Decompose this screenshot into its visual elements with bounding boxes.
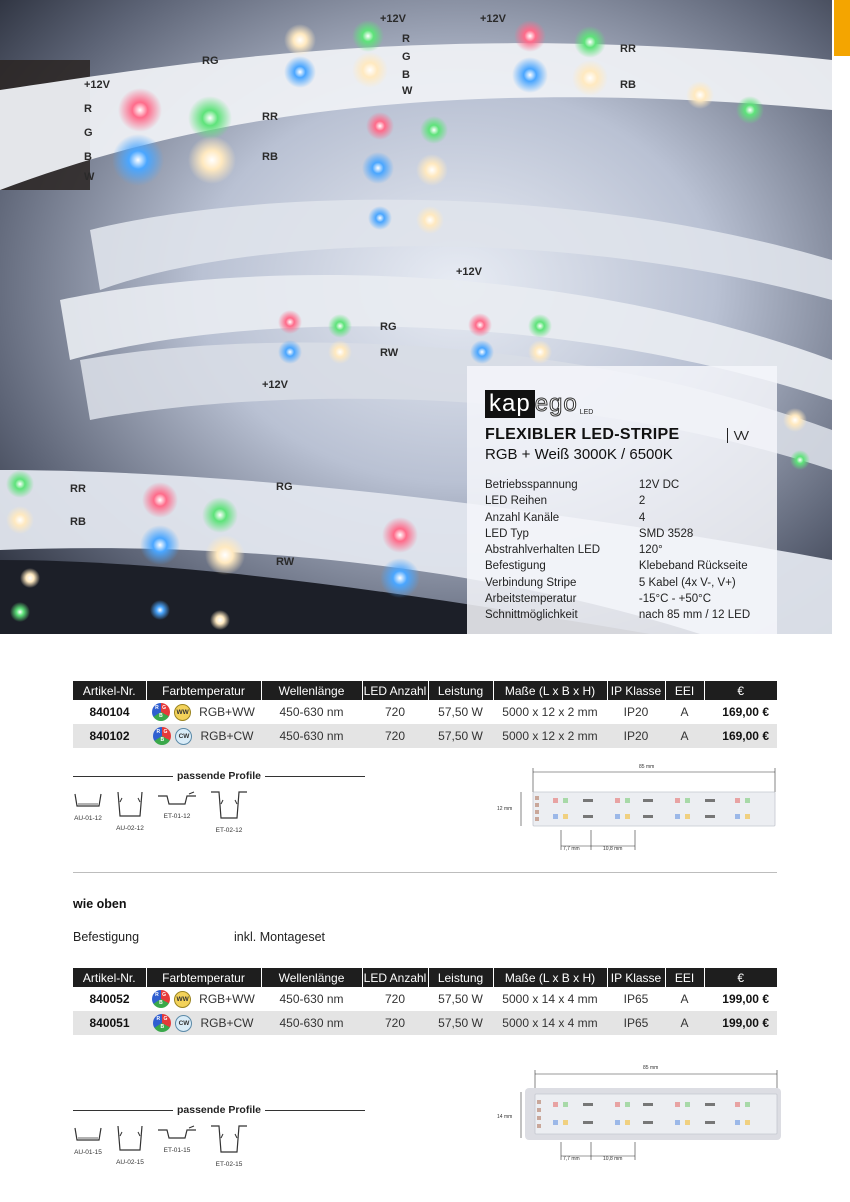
profile-label: AU-02-12	[116, 825, 144, 832]
diagram-length: 85 mm	[639, 764, 655, 770]
cool-white-icon: CW	[175, 1015, 192, 1032]
column-header: IP Klasse	[607, 681, 665, 700]
price: 169,00 €	[704, 700, 777, 724]
svg-text:G: G	[402, 51, 411, 63]
profile-item	[115, 790, 145, 834]
profiles-section-1	[73, 770, 365, 834]
section-divider	[73, 872, 777, 873]
spec-value: 120°	[638, 544, 663, 557]
brand-logo	[485, 384, 761, 418]
svg-text:RR: RR	[262, 111, 278, 123]
svg-text:RB: RB	[262, 151, 278, 163]
table-row	[73, 1011, 777, 1035]
color-temperature	[146, 724, 261, 748]
svg-text:+12V: +12V	[262, 379, 288, 391]
spec-panel	[467, 366, 777, 634]
spec-value: 5 Kabel (4x V-, V+)	[638, 576, 736, 589]
svg-text:RR: RR	[620, 43, 636, 55]
diagram-width: 12 mm	[497, 806, 513, 812]
product-table-2	[73, 968, 777, 1035]
column-header: Farbtemperatur	[146, 968, 261, 987]
color-label: RGB+CW	[200, 1016, 254, 1030]
led-count: 720	[362, 1011, 428, 1035]
rgb-icon: R G B	[153, 727, 171, 745]
color-temperature	[146, 987, 261, 1011]
et-01-profile-icon	[157, 790, 197, 811]
ip-class: IP65	[607, 1011, 665, 1035]
et-02-profile-icon	[209, 790, 249, 825]
article-number: 840102	[73, 724, 146, 748]
table-row	[73, 700, 777, 724]
cool-white-icon: CW	[175, 728, 192, 745]
svg-text:RB: RB	[70, 516, 86, 528]
corner-tab	[834, 0, 850, 56]
profiles-title: passende Profile	[176, 1104, 262, 1116]
spec-label: Anzahl Kanäle	[485, 511, 560, 524]
spec-label: Verbindung Stripe	[485, 576, 577, 589]
profile-list	[73, 1124, 365, 1168]
column-header: Maße (L x B x H)	[493, 681, 607, 700]
spec-row	[485, 591, 761, 607]
product-table-1	[73, 681, 777, 748]
wavelength: 450-630 nm	[261, 1011, 362, 1035]
spec-value: 4	[638, 511, 646, 524]
diagram-width: 14 mm	[497, 1114, 513, 1120]
led-count: 720	[362, 987, 428, 1011]
diagram-pitch-2: 10,8 mm	[603, 1156, 623, 1162]
warm-white-icon: WW	[174, 991, 191, 1008]
logo-led: LED	[579, 409, 594, 416]
svg-text:+12V: +12V	[456, 266, 482, 278]
column-header: LED Anzahl	[362, 968, 428, 987]
dimensions: 5000 x 12 x 2 mm	[493, 724, 607, 748]
spec-row	[485, 526, 761, 542]
profile-label: ET-02-15	[215, 1161, 243, 1168]
spec-label: LED Typ	[485, 527, 529, 540]
profiles-header	[73, 1104, 365, 1116]
rgb-icon: R G B	[152, 990, 170, 1008]
table-1-header	[73, 681, 777, 700]
strip-dimension-diagram-2	[495, 1062, 785, 1162]
profile-label: AU-01-12	[74, 815, 102, 822]
eei: A	[665, 724, 704, 748]
spec-row	[485, 542, 761, 558]
column-header: EEI	[665, 968, 704, 987]
ip-class: IP65	[607, 987, 665, 1011]
section-2-title: wie oben	[73, 897, 127, 911]
eei: A	[665, 1011, 704, 1035]
column-header: Maße (L x B x H)	[493, 968, 607, 987]
svg-text:RW: RW	[276, 556, 295, 568]
spec-row	[485, 477, 761, 493]
column-header: Leistung	[428, 968, 493, 987]
color-label: RGB+WW	[199, 992, 255, 1006]
spec-row	[485, 607, 761, 623]
svg-text:RW: RW	[380, 347, 399, 359]
profile-label: ET-01-12	[163, 813, 191, 820]
profile-list	[73, 790, 365, 834]
spec-row	[485, 558, 761, 574]
spec-value: Klebeband Rückseite	[638, 560, 748, 573]
svg-text:RG: RG	[202, 55, 219, 67]
column-header: Farbtemperatur	[146, 681, 261, 700]
table-2-header	[73, 968, 777, 987]
svg-text:R: R	[84, 103, 92, 115]
spec-value: 2	[638, 495, 646, 508]
profile-label: ET-02-12	[215, 827, 243, 834]
diagram-pitch-1: 7,7 mm	[563, 846, 580, 852]
au-02-profile-icon	[115, 790, 145, 823]
column-header: Artikel-Nr.	[73, 681, 146, 700]
color-temperature	[146, 700, 261, 724]
svg-text:+12V: +12V	[380, 13, 406, 25]
table-row	[73, 987, 777, 1011]
spec-label: LED Reihen	[485, 495, 548, 508]
profile-item	[73, 790, 103, 834]
hero-label-12v: +12V	[84, 79, 110, 91]
spec-value: SMD 3528	[638, 527, 694, 540]
dimensions: 5000 x 14 x 4 mm	[493, 987, 607, 1011]
profile-item	[209, 1124, 249, 1168]
diagram-pitch-1: 7,7 mm	[563, 1156, 580, 1162]
svg-text:B: B	[402, 69, 410, 81]
svg-text:+12V: +12V	[480, 13, 506, 25]
led-count: 720	[362, 724, 428, 748]
table-row	[73, 724, 777, 748]
dimensions: 5000 x 12 x 2 mm	[493, 700, 607, 724]
wavelength: 450-630 nm	[261, 987, 362, 1011]
column-header: EEI	[665, 681, 704, 700]
svg-text:RB: RB	[620, 79, 636, 91]
profile-label: AU-02-15	[116, 1159, 144, 1166]
et-01-profile-icon	[157, 1124, 197, 1145]
article-number: 840052	[73, 987, 146, 1011]
article-number: 840051	[73, 1011, 146, 1035]
warm-white-icon: WW	[174, 704, 191, 721]
rgb-icon: R G B	[153, 1014, 171, 1032]
profile-item	[115, 1124, 145, 1168]
price: 199,00 €	[704, 1011, 777, 1035]
spec-value: -15°C - +50°C	[638, 593, 712, 606]
spec-label: Schnittmöglichkeit	[485, 609, 578, 622]
column-header: €	[704, 681, 777, 700]
dimensions: 5000 x 14 x 4 mm	[493, 1011, 607, 1035]
column-header: Wellenlänge	[261, 681, 362, 700]
color-temperature	[146, 1011, 261, 1035]
svg-text:B: B	[84, 151, 92, 163]
logo-rest: ego	[534, 390, 578, 417]
diagram-length: 85 mm	[643, 1065, 659, 1071]
profiles-section-2	[73, 1104, 365, 1168]
spec-value: nach 85 mm / 12 LED	[638, 609, 751, 622]
column-header: Artikel-Nr.	[73, 968, 146, 987]
profile-item	[209, 790, 249, 834]
et-02-profile-icon	[209, 1124, 249, 1159]
svg-text:W: W	[84, 171, 95, 183]
befestigung-value: inkl. Montageset	[234, 930, 326, 944]
power: 57,50 W	[428, 700, 493, 724]
product-subtitle: RGB + Weiß 3000K / 6500K	[485, 446, 673, 463]
column-header: Leistung	[428, 681, 493, 700]
article-number: 840104	[73, 700, 146, 724]
rgb-icon: R G B	[152, 703, 170, 721]
svg-text:RG: RG	[276, 481, 293, 493]
spec-label: Betriebsspannung	[485, 479, 578, 491]
profiles-header	[73, 770, 365, 782]
power: 57,50 W	[428, 987, 493, 1011]
befestigung-label: Befestigung	[73, 930, 140, 944]
spec-row	[485, 510, 761, 526]
svg-text:G: G	[84, 127, 93, 139]
led-count: 720	[362, 700, 428, 724]
power: 57,50 W	[428, 724, 493, 748]
spec-label: Befestigung	[485, 560, 546, 573]
column-header: €	[704, 968, 777, 987]
eei: A	[665, 987, 704, 1011]
logo-box: kap	[485, 390, 535, 418]
spec-value: 12V DC	[638, 479, 680, 491]
spec-row	[485, 493, 761, 509]
au-01-profile-icon	[73, 790, 103, 813]
spec-label: Arbeitstemperatur	[485, 593, 577, 606]
color-label: RGB+CW	[200, 729, 254, 743]
column-header: LED Anzahl	[362, 681, 428, 700]
wavelength: 450-630 nm	[261, 700, 362, 724]
profiles-title: passende Profile	[176, 770, 262, 782]
profile-item	[73, 1124, 103, 1168]
profile-label: AU-01-15	[74, 1149, 102, 1156]
price: 199,00 €	[704, 987, 777, 1011]
au-02-profile-icon	[115, 1124, 145, 1157]
column-header: Wellenlänge	[261, 968, 362, 987]
svg-text:R: R	[402, 33, 410, 45]
eei: A	[665, 700, 704, 724]
ip-class: IP20	[607, 724, 665, 748]
diagram-pitch-2: 10,8 mm	[603, 846, 623, 852]
vv-certification-icon: VV	[727, 428, 747, 443]
svg-text:W: W	[402, 85, 413, 97]
spec-row	[485, 575, 761, 591]
dimension-lines	[495, 1062, 785, 1162]
dimension-lines	[495, 762, 780, 852]
profile-item	[157, 1124, 197, 1168]
profile-label: ET-01-15	[163, 1147, 191, 1154]
spec-table	[485, 477, 761, 624]
au-01-profile-icon	[73, 1124, 103, 1147]
svg-text:RG: RG	[380, 321, 397, 333]
product-title: FLEXIBLER LED-STRIPE	[485, 426, 680, 443]
strip-dimension-diagram-1	[495, 762, 780, 852]
power: 57,50 W	[428, 1011, 493, 1035]
column-header: IP Klasse	[607, 968, 665, 987]
color-label: RGB+WW	[199, 705, 255, 719]
svg-text:RR: RR	[70, 483, 86, 495]
wavelength: 450-630 nm	[261, 724, 362, 748]
price: 169,00 €	[704, 724, 777, 748]
spec-label: Abstrahlverhalten LED	[485, 544, 601, 557]
ip-class: IP20	[607, 700, 665, 724]
profile-item	[157, 790, 197, 834]
